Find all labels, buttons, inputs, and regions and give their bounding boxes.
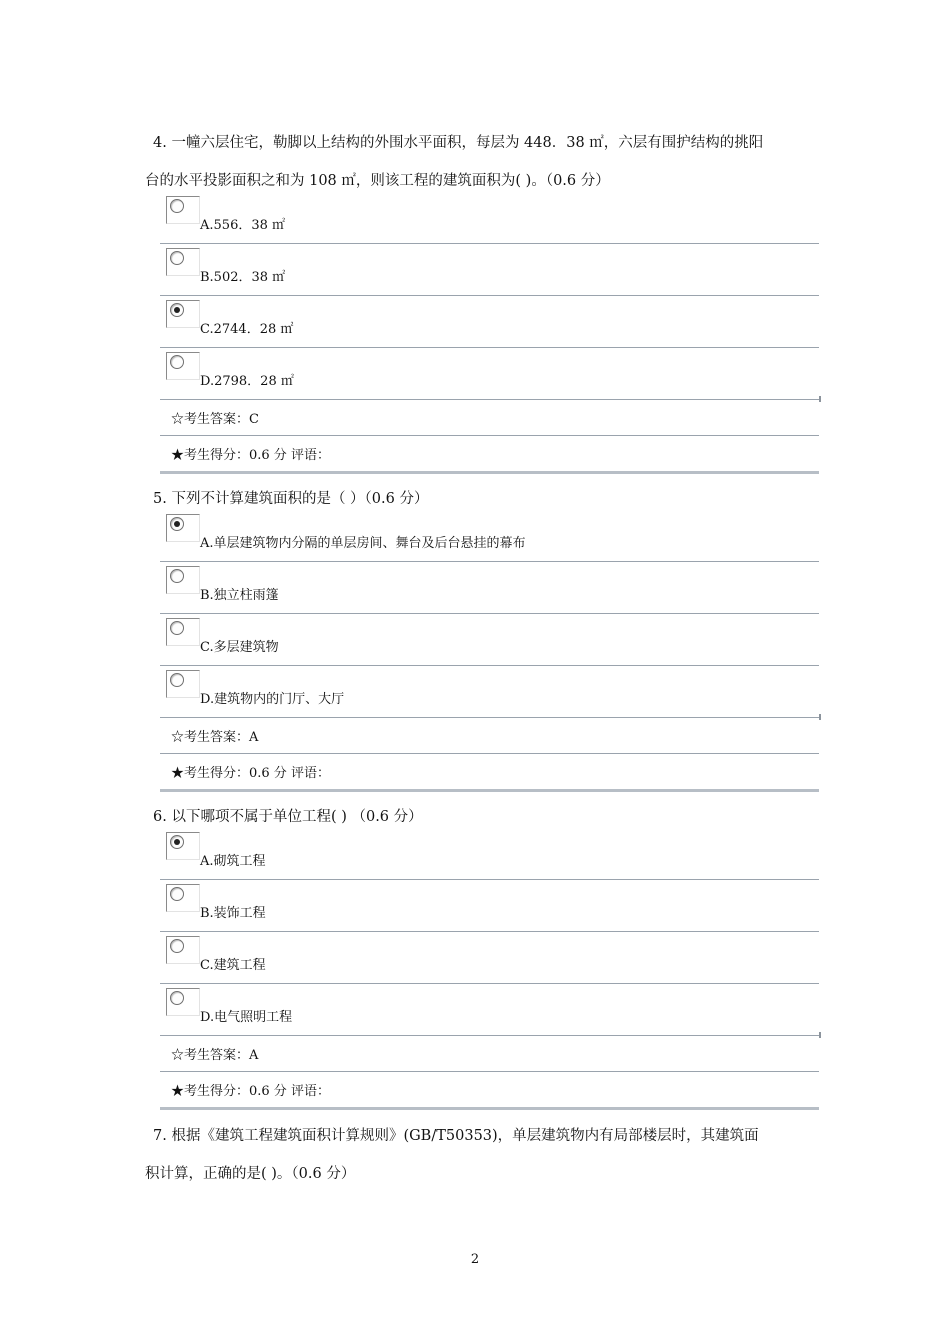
question-4-line-1: 4. 一幢六层住宅，勒脚以上结构的外围水平面积，每层为 448．38 ㎡，六层有围护结构的挑阳 (153, 135, 764, 151)
radio-button-frame[interactable] (166, 884, 200, 912)
q6-option-d[interactable] (160, 984, 819, 1036)
question-7-line-1: 7. 根据《建筑工程建筑面积计算规则》(GB/T50353)，单层建筑物内有局部楼层时，其建筑面 (153, 1128, 759, 1144)
q6-answer-row (160, 1036, 819, 1072)
radio-button-frame[interactable] (166, 936, 200, 964)
student-answer: ☆考生答案：C (171, 412, 259, 427)
option-label: A.556．38 ㎡ (200, 218, 286, 233)
radio-unchecked-icon[interactable] (170, 621, 184, 635)
radio-button-frame[interactable] (166, 514, 200, 542)
radio-unchecked-icon[interactable] (170, 569, 184, 583)
q5-option-d[interactable] (160, 666, 819, 718)
option-label: D.2798．28 ㎡ (200, 374, 294, 389)
option-label: A.单层建筑物内分隔的单层房间、舞台及后台悬挂的幕布 (200, 536, 526, 551)
q6-option-b[interactable] (160, 880, 819, 932)
q4-option-b[interactable] (160, 244, 819, 296)
option-label: B.装饰工程 (200, 906, 266, 921)
radio-button-frame[interactable] (166, 988, 200, 1016)
radio-button-frame[interactable] (166, 618, 200, 646)
radio-unchecked-icon[interactable] (170, 355, 184, 369)
border-edge (819, 1032, 821, 1038)
radio-button-frame[interactable] (166, 352, 200, 380)
q6-option-c[interactable] (160, 932, 819, 984)
radio-checked-icon[interactable] (170, 303, 184, 317)
page-number: 2 (470, 1252, 480, 1267)
option-label: C.2744．28 ㎡ (200, 322, 294, 337)
radio-unchecked-icon[interactable] (170, 991, 184, 1005)
border-edge (819, 396, 821, 402)
q5-option-b[interactable] (160, 562, 819, 614)
radio-unchecked-icon[interactable] (170, 251, 184, 265)
option-label: B.502．38 ㎡ (200, 270, 286, 285)
question-4-line-2: 台的水平投影面积之和为 108 ㎡，则该工程的建筑面积为( )。（0.6 分） (145, 173, 610, 189)
radio-unchecked-icon[interactable] (170, 887, 184, 901)
q6-option-a[interactable] (160, 828, 819, 880)
radio-button-frame[interactable] (166, 566, 200, 594)
q4-option-a[interactable] (160, 192, 819, 244)
q4-score-row (160, 436, 819, 474)
student-score: ★考生得分：0.6 分 评语： (171, 448, 330, 463)
q5-option-c[interactable] (160, 614, 819, 666)
q6-score-row (160, 1072, 819, 1110)
student-score: ★考生得分：0.6 分 评语： (171, 766, 330, 781)
student-answer: ☆考生答案：A (171, 730, 259, 745)
option-label: C.多层建筑物 (200, 640, 279, 655)
radio-checked-icon[interactable] (170, 835, 184, 849)
radio-button-frame[interactable] (166, 196, 200, 224)
q4-answer-row (160, 400, 819, 436)
option-label: D.建筑物内的门厅、大厅 (200, 692, 345, 707)
radio-button-frame[interactable] (166, 300, 200, 328)
radio-unchecked-icon[interactable] (170, 673, 184, 687)
q4-option-c[interactable] (160, 296, 819, 348)
question-7-line-2: 积计算，正确的是( )。（0.6 分） (145, 1166, 356, 1182)
student-score: ★考生得分：0.6 分 评语： (171, 1084, 330, 1099)
student-answer: ☆考生答案：A (171, 1048, 259, 1063)
radio-checked-icon[interactable] (170, 517, 184, 531)
q5-score-row (160, 754, 819, 792)
radio-button-frame[interactable] (166, 670, 200, 698)
question-7-text (145, 1117, 820, 1193)
question-5-line-1: 5. 下列不计算建筑面积的是（ ）（0.6 分） (153, 491, 429, 507)
radio-unchecked-icon[interactable] (170, 939, 184, 953)
radio-button-frame[interactable] (166, 832, 200, 860)
option-label: C.建筑工程 (200, 958, 266, 973)
option-label: B.独立柱雨篷 (200, 588, 279, 603)
question-4-text (145, 124, 820, 200)
radio-unchecked-icon[interactable] (170, 199, 184, 213)
q5-option-a[interactable] (160, 510, 819, 562)
option-label: A.砌筑工程 (200, 854, 266, 869)
question-6-line-1: 6. 以下哪项不属于单位工程( ) （0.6 分） (153, 809, 423, 825)
option-label: D.电气照明工程 (200, 1010, 293, 1025)
radio-button-frame[interactable] (166, 248, 200, 276)
q4-option-d[interactable] (160, 348, 819, 400)
q5-answer-row (160, 718, 819, 754)
border-edge (819, 714, 821, 720)
